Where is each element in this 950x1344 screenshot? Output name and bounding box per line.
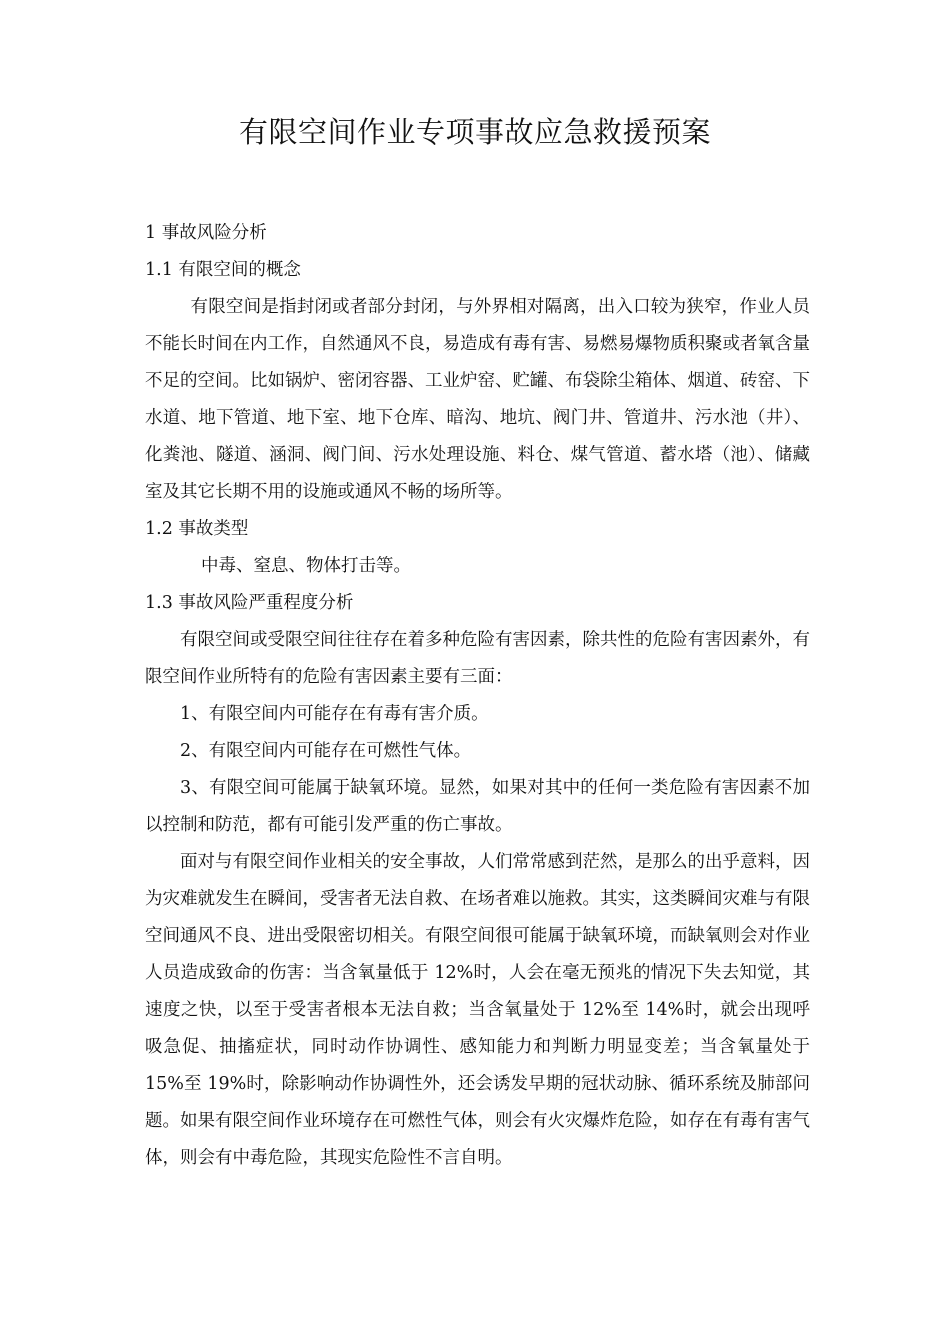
paragraph-accident-types: 中毒、窒息、物体打击等。 xyxy=(201,556,411,576)
document-body xyxy=(145,215,810,1177)
paragraph-definition: 有限空间是指封闭或者部分封闭，与外界相对隔离，出入口较为狭窄，作业人员不能长时间在内工作，自然通风不良，易造成有毒有害、易燃易爆物质积聚或者氧含量不足的空间。比如锅炉、密闭容器、工业炉窑、贮罐、布袋除尘箱体、烟道、砖窑、下水道、地下管道、地下室、地下仓库、暗沟、地坑、阀门井、管道井、污水池（井）、化粪池、隧道、涵洞、阀门间、污水处理设施、料仓、煤气管道、蓄水塔（池）、储藏室及其它长期不用的设施或通风不畅的场所等。 xyxy=(145,297,810,502)
paragraph-risk-item-2: 2、有限空间内可能存在可燃性气体。 xyxy=(180,741,472,761)
section-heading-1-3: 1.3 事故风险严重程度分析 xyxy=(145,593,354,613)
section-heading-1-2: 1.2 事故类型 xyxy=(145,519,249,539)
paragraph-risk-item-1: 1、有限空间内可能存在有毒有害介质。 xyxy=(180,704,489,724)
section-heading-1-1: 1.1 有限空间的概念 xyxy=(145,260,301,280)
paragraph-risk-intro: 有限空间或受限空间往往存在着多种危险有害因素，除共性的危险有害因素外，有限空间作业所特有的危险有害因素主要有三面： xyxy=(145,630,810,687)
document-title: 有限空间作业专项事故应急救援预案 xyxy=(238,115,711,149)
paragraph-risk-item-3: 3、有限空间可能属于缺氧环境。显然，如果对其中的任何一类危险有害因素不加以控制和防范，都有可能引发严重的伤亡事故。 xyxy=(145,778,810,835)
section-heading-1: 1 事故风险分析 xyxy=(145,223,267,243)
paragraph-oxygen-analysis: 面对与有限空间作业相关的安全事故，人们常常感到茫然，是那么的出乎意料，因为灾难就发生在瞬间，受害者无法自救、在场者难以施救。其实，这类瞬间灾难与有限空间通风不良、进出受限密切相关。有限空间很可能属于缺氧环境，而缺氧则会对作业人员造成致命的伤害：当含氧量低于 12%时，人会在毫无预兆的情况下失去知觉，其速度之快，以至于受害者根本无法自救；当含氧量处于 12%至 14%时，就会出现呼吸急促、抽搐症状，同时动作协调性、感知能力和判断力明显变差；当含氧量处于 15%至 19%时，除影响动作协调性外，还会诱发早期的冠状动脉、循环系统及肺部问题。如果有限空间作业环境存在可燃性气体，则会有火灾爆炸危险，如存在有毒有害气体，则会有中毒危险，其现实危险性不言自明。 xyxy=(145,852,810,1168)
